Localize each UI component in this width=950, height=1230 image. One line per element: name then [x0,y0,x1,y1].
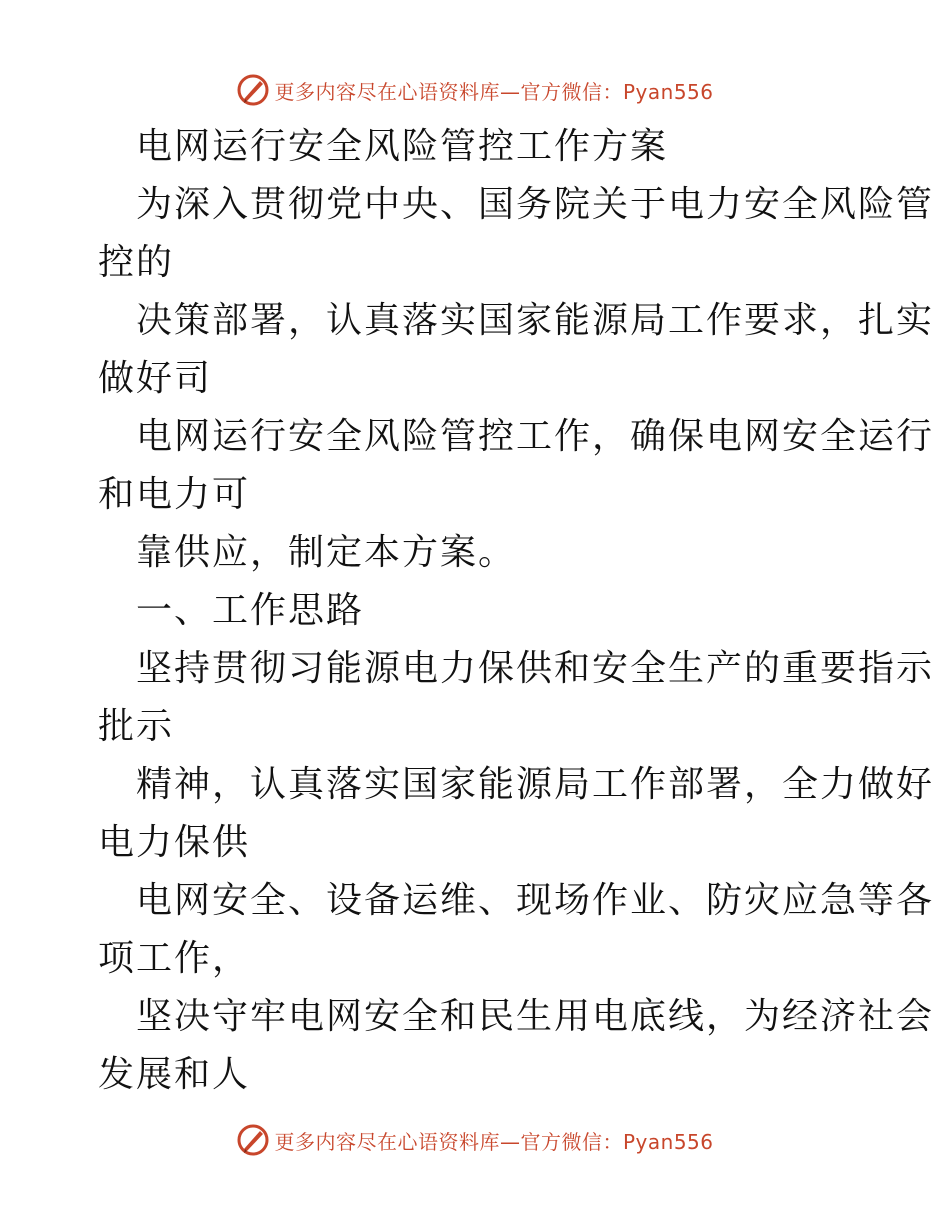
paragraph-line: 项工作， [98,938,251,979]
quill-pen-logo-icon [236,73,270,107]
paragraph-line: 电网安全、设备运维、现场作业、防灾应急等各 [136,880,935,921]
footer-watermark [0,1122,950,1158]
watermark-wechat-label: 官方微信： [520,1129,623,1154]
paragraph-line: 为深入贯彻党中央、国务院关于电力安全风险管 [136,184,935,225]
paragraph-line: 发展和人 [98,1054,251,1095]
header-watermark [0,72,950,108]
paragraph-line: 电力保供 [98,822,251,863]
watermark-wechat-label: 官方微信： [520,79,623,104]
paragraph-line: 精神，认真落实国家能源局工作部署，全力做好 [136,764,935,805]
paragraph-line: 做好司 [98,358,213,399]
paragraph-line: 批示 [98,706,175,747]
watermark-text [274,76,713,105]
watermark-wechat-id: Pyan556 [622,79,714,104]
paragraph-line: 电网运行安全风险管控工作，确保电网安全运行 [136,416,935,457]
document-body [98,118,935,1104]
paragraph-line: 决策部署，认真落实国家能源局工作要求，扎实 [136,300,935,341]
watermark-text [274,1126,713,1155]
watermark-dash: — [499,79,521,104]
paragraph-line: 坚持贯彻习能源电力保供和安全生产的重要指示 [136,648,935,689]
paragraph-line: 控的 [98,242,175,283]
watermark-site-text: 更多内容尽在心语资料库 [274,79,500,104]
paragraph-line: 靠供应，制定本方案。 [136,532,517,573]
watermark-site-text: 更多内容尽在心语资料库 [274,1129,500,1154]
paragraph-line: 和电力可 [98,474,251,515]
watermark-dash: — [499,1129,521,1154]
document-title: 电网运行安全风险管控工作方案 [136,126,669,167]
paragraph-line: 坚决守牢电网安全和民生用电底线，为经济社会 [136,996,935,1037]
section-heading: 一、工作思路 [136,590,365,631]
watermark-wechat-id: Pyan556 [622,1129,714,1154]
quill-pen-logo-icon [236,1123,270,1157]
